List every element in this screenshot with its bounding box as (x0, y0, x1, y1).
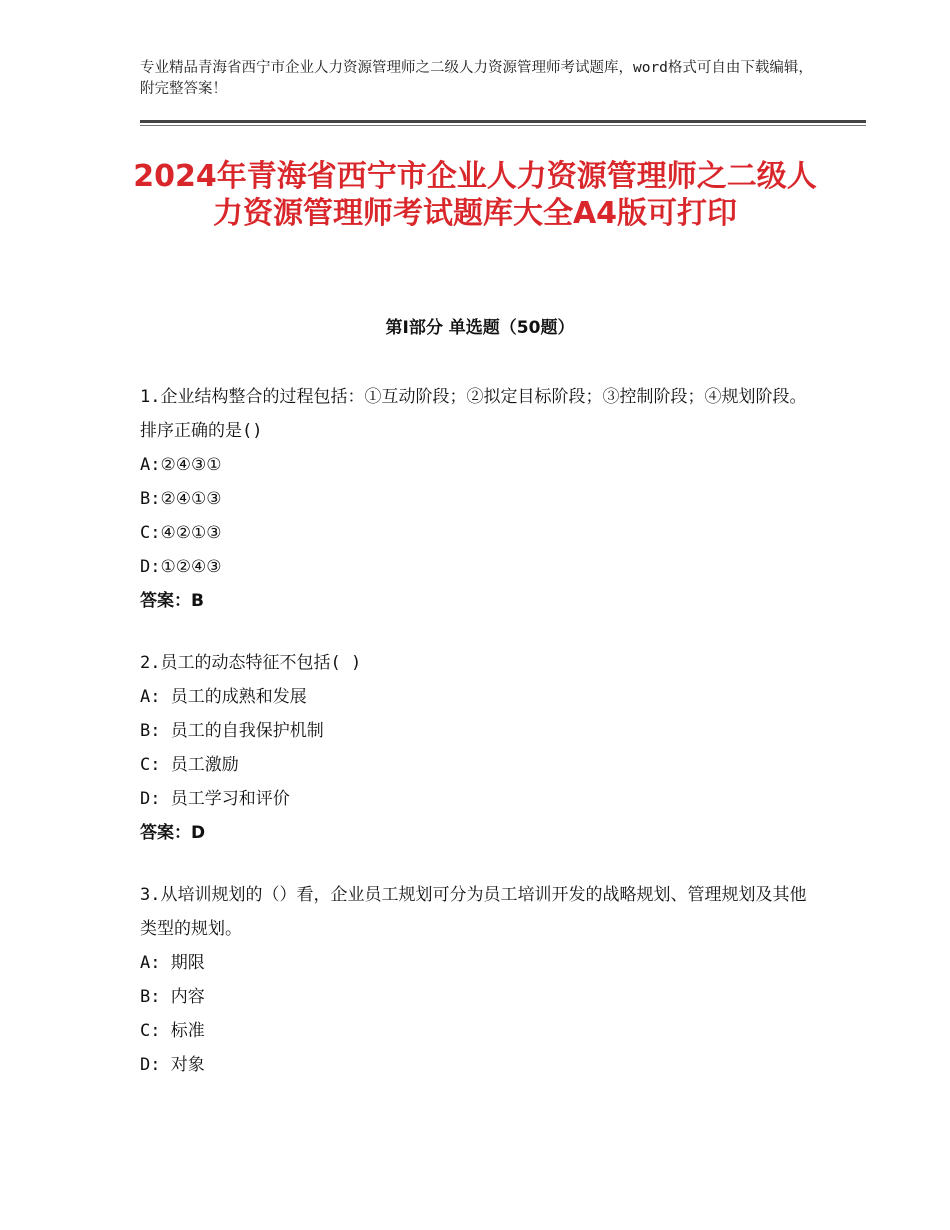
question-1 (140, 380, 820, 618)
section-heading: 第Ⅰ部分 单选题（50题） (385, 318, 575, 338)
question-stem: 1.企业结构整合的过程包括：①互动阶段；②拟定目标阶段；③控制阶段；④规划阶段。排序正确的是() (140, 387, 807, 441)
option-a: A: 员工的成熟和发展 (140, 687, 307, 707)
header-rule-thick (140, 120, 866, 123)
option-c: C: 员工激励 (140, 755, 239, 775)
question-stem: 2.员工的动态特征不包括( ) (140, 653, 362, 673)
question-list (140, 380, 820, 1110)
option-c: C: 标准 (140, 1021, 205, 1041)
option-a: A:②④③① (140, 455, 222, 475)
header-note: 专业精品青海省西宁市企业人力资源管理师之二级人力资源管理师考试题库，word格式可自由下载编辑，附完整答案！ (140, 60, 813, 97)
question-stem: 3.从培训规划的（）看，企业员工规划可分为员工培训开发的战略规划、管理规划及其他类型的规划。 (140, 885, 807, 939)
header-rule-thin (140, 125, 866, 126)
document-title: 2024年青海省西宁市企业人力资源管理师之二级人力资源管理师考试题库大全A4版可打印 (133, 159, 817, 231)
question-3 (140, 878, 820, 1082)
option-d: D: 对象 (140, 1055, 205, 1075)
option-c: C:④②①③ (140, 523, 222, 543)
answer-label: 答案：B (140, 591, 204, 611)
option-b: B: 内容 (140, 987, 205, 1007)
option-a: A: 期限 (140, 953, 205, 973)
option-d: D: 员工学习和评价 (140, 789, 290, 809)
answer-label: 答案：D (140, 823, 206, 843)
option-d: D:①②④③ (140, 557, 222, 577)
option-b: B:②④①③ (140, 489, 222, 509)
option-b: B: 员工的自我保护机制 (140, 721, 324, 741)
question-2 (140, 646, 820, 850)
